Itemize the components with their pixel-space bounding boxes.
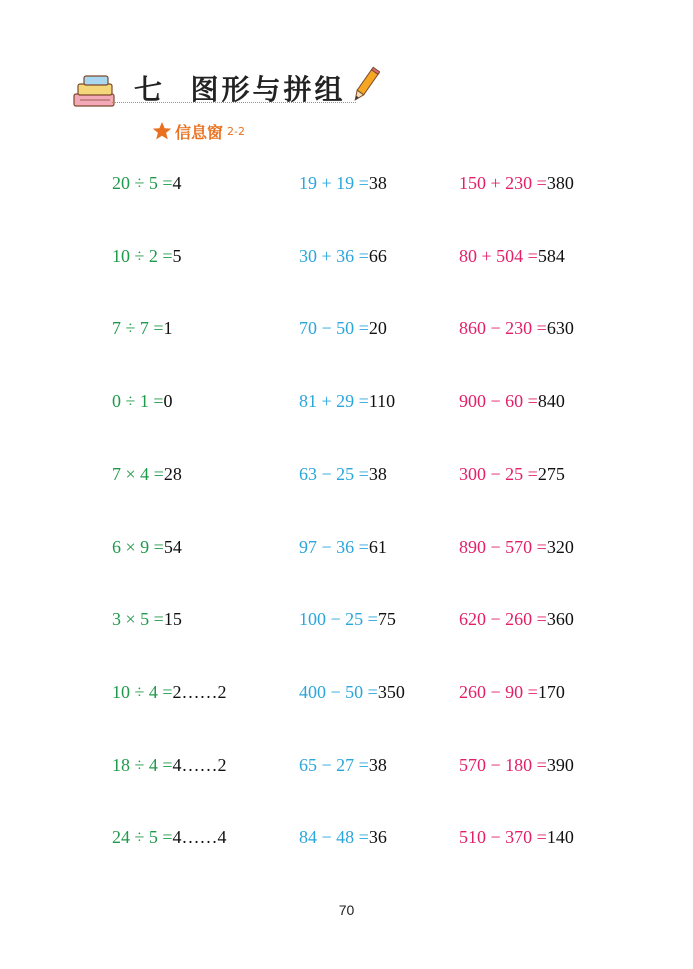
- equation-expression: 20 ÷ 5 =: [112, 173, 173, 193]
- equation-expression: 7 ÷ 7 =: [112, 318, 164, 339]
- equation-answer: 36: [368, 827, 387, 848]
- equation: [459, 536, 574, 558]
- equation-answer: 54: [163, 536, 182, 557]
- equation-expression: 890 − 570 =: [459, 536, 547, 557]
- equation-expression: 260 − 90 =: [459, 681, 538, 702]
- equation-answer: 1: [163, 318, 173, 339]
- equation-answer: 20: [368, 318, 387, 339]
- equation: [299, 463, 387, 485]
- equation: [459, 608, 574, 630]
- equation-answer: 66: [368, 245, 387, 266]
- equation-expression: 24 ÷ 5 =: [112, 827, 173, 848]
- equation-answer: 380: [546, 173, 574, 193]
- equation: [299, 826, 387, 848]
- equation: [112, 536, 182, 558]
- equation: [112, 463, 182, 485]
- equation: [112, 754, 227, 776]
- equation-answer: 390: [546, 754, 574, 775]
- info-window-number: 2-2: [227, 124, 245, 138]
- equation-expression: 510 − 370 =: [459, 827, 547, 848]
- equation-answer: 0: [163, 391, 173, 412]
- equation-expression: 900 − 60 =: [459, 391, 538, 412]
- equation-answer: 320: [546, 536, 574, 557]
- equation: [299, 608, 396, 630]
- equation-answer: 630: [546, 318, 574, 339]
- equation-answer: 2……2: [172, 681, 227, 702]
- equation-answer: 61: [368, 536, 387, 557]
- equation-expression: 400 − 50 =: [299, 681, 378, 702]
- equation-answer: 38: [368, 463, 387, 484]
- equation: [299, 245, 387, 267]
- chapter-title: 七 图形与拼组: [134, 73, 346, 106]
- equation: [459, 172, 574, 194]
- equation-expression: 70 − 50 =: [299, 318, 369, 339]
- equation: [299, 536, 387, 558]
- equation-expression: 7 × 4 =: [112, 463, 164, 484]
- equation-expression: 63 − 25 =: [299, 463, 369, 484]
- equation-expression: 300 − 25 =: [459, 463, 538, 484]
- equation: [459, 390, 565, 412]
- equation-answer: 4: [172, 173, 182, 193]
- equation-answer: 28: [163, 463, 182, 484]
- equation: [112, 245, 182, 267]
- equation: [112, 681, 227, 703]
- equation: [459, 681, 565, 703]
- equation-expression: 84 − 48 =: [299, 827, 369, 848]
- equation-answer: 4……2: [172, 754, 227, 775]
- equation-answer: 38: [368, 173, 387, 193]
- equation-expression: 570 − 180 =: [459, 754, 547, 775]
- info-window-label: 信息窗: [175, 122, 224, 142]
- equation-expression: 150 + 230 =: [459, 173, 547, 193]
- equation-answer: 110: [368, 391, 396, 412]
- equation-answer: 140: [546, 827, 574, 848]
- equation-expression: 80 + 504 =: [459, 245, 538, 266]
- equation: [459, 245, 565, 267]
- equation-expression: 10 ÷ 2 =: [112, 245, 173, 266]
- equation-expression: 0 ÷ 1 =: [112, 391, 164, 412]
- equation-answer: 170: [537, 681, 565, 702]
- equation-answer: 584: [537, 245, 565, 266]
- equation: [299, 317, 387, 339]
- equation-expression: 100 − 25 =: [299, 609, 378, 630]
- equation-expression: 30 + 36 =: [299, 245, 369, 266]
- equation-answer: 75: [377, 609, 396, 630]
- equation-answer: 5: [172, 245, 182, 266]
- equation: [459, 463, 565, 485]
- equation-expression: 6 × 9 =: [112, 536, 164, 557]
- equation: [112, 826, 227, 848]
- equation: [299, 172, 387, 194]
- equation: [299, 390, 395, 412]
- equation-expression: 65 − 27 =: [299, 754, 369, 775]
- equation: [459, 754, 574, 776]
- equation-answer: 360: [546, 609, 574, 630]
- equation-answer: 38: [368, 754, 387, 775]
- equation-expression: 19 + 19 =: [299, 173, 369, 193]
- equation-expression: 10 ÷ 4 =: [112, 681, 173, 702]
- equation-expression: 860 − 230 =: [459, 318, 547, 339]
- equation: [299, 754, 387, 776]
- equation-expression: 3 × 5 =: [112, 609, 164, 630]
- equation-answer: 15: [163, 609, 182, 630]
- equation-answer: 350: [377, 681, 405, 702]
- equation-expression: 81 + 29 =: [299, 391, 369, 412]
- equation: [459, 826, 574, 848]
- equation: [459, 317, 574, 339]
- equation-expression: 18 ÷ 4 =: [112, 754, 173, 775]
- equation-answer: 840: [537, 391, 565, 412]
- equation-expression: 620 − 260 =: [459, 609, 547, 630]
- equation: [299, 681, 405, 703]
- equation-answer: 275: [537, 463, 565, 484]
- equation: [112, 317, 173, 339]
- equation: [112, 390, 173, 412]
- equation-expression: 97 − 36 =: [299, 536, 369, 557]
- equation: [112, 172, 182, 194]
- equation-answer: 4……4: [172, 827, 227, 848]
- equation: [112, 608, 182, 630]
- page-number: 70: [338, 902, 355, 918]
